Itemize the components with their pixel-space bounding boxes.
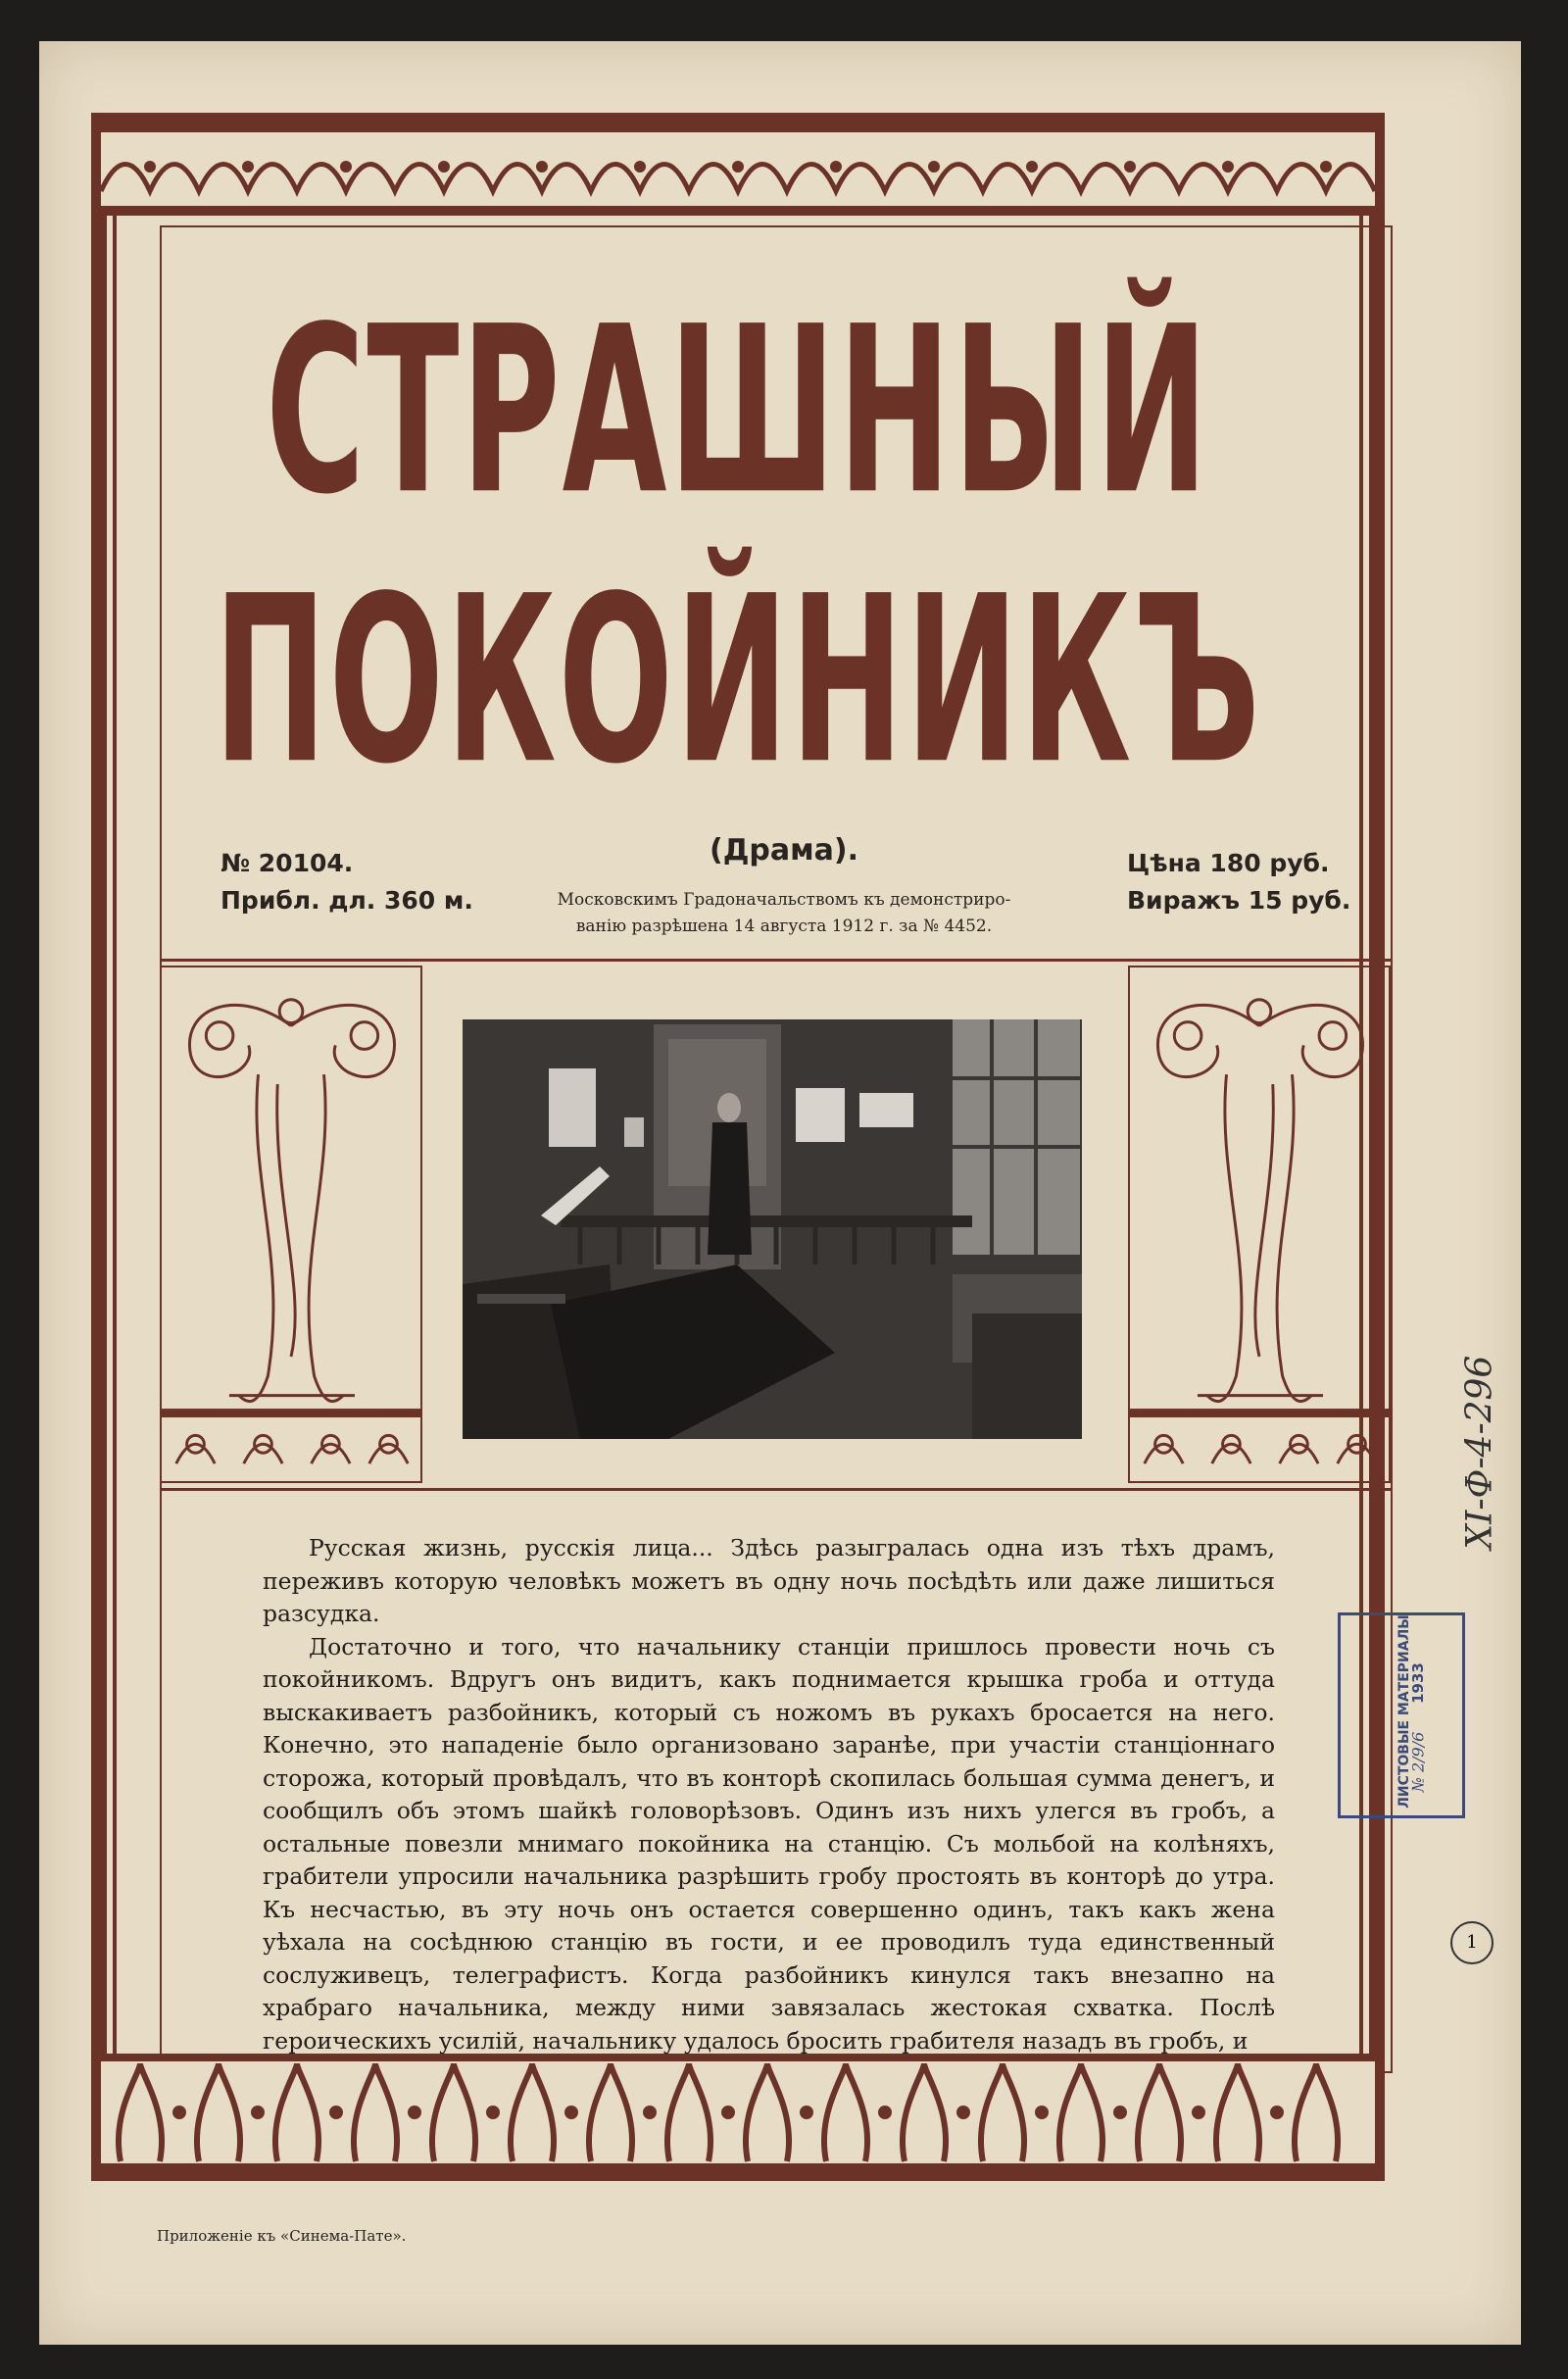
supplement-note: Приложеніе къ «Синема-Пате». (157, 2227, 407, 2245)
synopsis-paragraph-2: Достаточно и того, что начальнику станціи пришлось провести ночь съ покойникомъ. Вдругъ онъ видитъ, какъ поднимается крышка гроба и оттуда выскакиваетъ разбойникъ, который съ ножомъ въ рукахъ бросается на него. Конечно, это нападеніе было организовано заранѣе, при участіи станціоннаго сторожа, который провѣдалъ, что въ конторѣ скопилась большая сумма денегъ, и сообщилъ объ этомъ шайкѣ головорѣзовъ. Одинъ изъ нихъ улегся въ гробъ, а остальные повезли мнимаго покойника на станцію. Съ мольбой на колѣняхъ, грабители упросили начальника разрѣшить гробу простоять въ конторѣ до утра. Къ несчастью, въ эту ночь онъ остается совершенно одинъ, такъ какъ жена уѣхала на сосѣднюю станцію въ гости, и ее проводилъ туда единственный сослуживецъ, телеграфистъ. Когда разбойникъ кинулся такъ внезапно на храбраго начальника, между ними завязалась жестокая схватка. Послѣ героическихъ усилій, начальнику удалось бросить грабителя назадъ въ гробъ, и (263, 1632, 1275, 2055)
synopsis-paragraph-1: Русская жизнь, русскія лица... Здѣсь разыгралась одна изъ тѣхъ драмъ, переживъ которую человѣкъ можетъ въ одну ночь посѣдѣть или даже лишиться разсудка. (263, 1534, 1275, 1627)
catalog-info (220, 845, 473, 919)
genre-label: (Драма). (709, 833, 859, 867)
handwritten-shelfmark (1411, 1274, 1529, 1568)
pricing-info (1127, 845, 1350, 919)
divider-bottom (160, 1488, 1393, 1491)
bottom-ornament-band (101, 2054, 1375, 2171)
synopsis-text (263, 1532, 1275, 2057)
top-ornament-band (101, 123, 1375, 216)
right-floral-panel (1128, 966, 1391, 1483)
handwritten-shelfmark-text: XI-Ф-4-296 (1459, 1355, 1500, 1550)
censorship-line-1: Московскимъ Градоначальствомъ къ демонстриро- (557, 890, 1011, 910)
title-line-2: ПОКОЙНИКЪ (214, 546, 1262, 816)
tinting-price: Виражъ 15 руб. (1127, 886, 1351, 915)
censorship-line-2: ванію разрѣшена 14 августа 1912 г. за № 4452. (575, 917, 993, 936)
censorship-note (519, 887, 1049, 940)
catalog-number: № 20104. (220, 849, 354, 877)
left-floral-panel (160, 966, 422, 1483)
divider-top (160, 959, 1393, 962)
film-length: Прибл. дл. 360 м. (220, 886, 473, 915)
archive-stamp-inventory: № 2/9/6 (1408, 1731, 1428, 1793)
film-still-photo (463, 1019, 1082, 1439)
archive-stamp-year: 1933 (1408, 1662, 1427, 1704)
circled-page-mark: 1 (1450, 1921, 1494, 1964)
left-ornament-band (101, 216, 121, 2054)
price: Цѣна 180 руб. (1127, 849, 1330, 877)
archive-stamp (1338, 1612, 1465, 1818)
archive-stamp-label: ЛИСТОВЫЕ МАТЕРИАЛЫ (1396, 1614, 1412, 1809)
title-line-1: СТРАШНЫЙ (266, 276, 1210, 546)
